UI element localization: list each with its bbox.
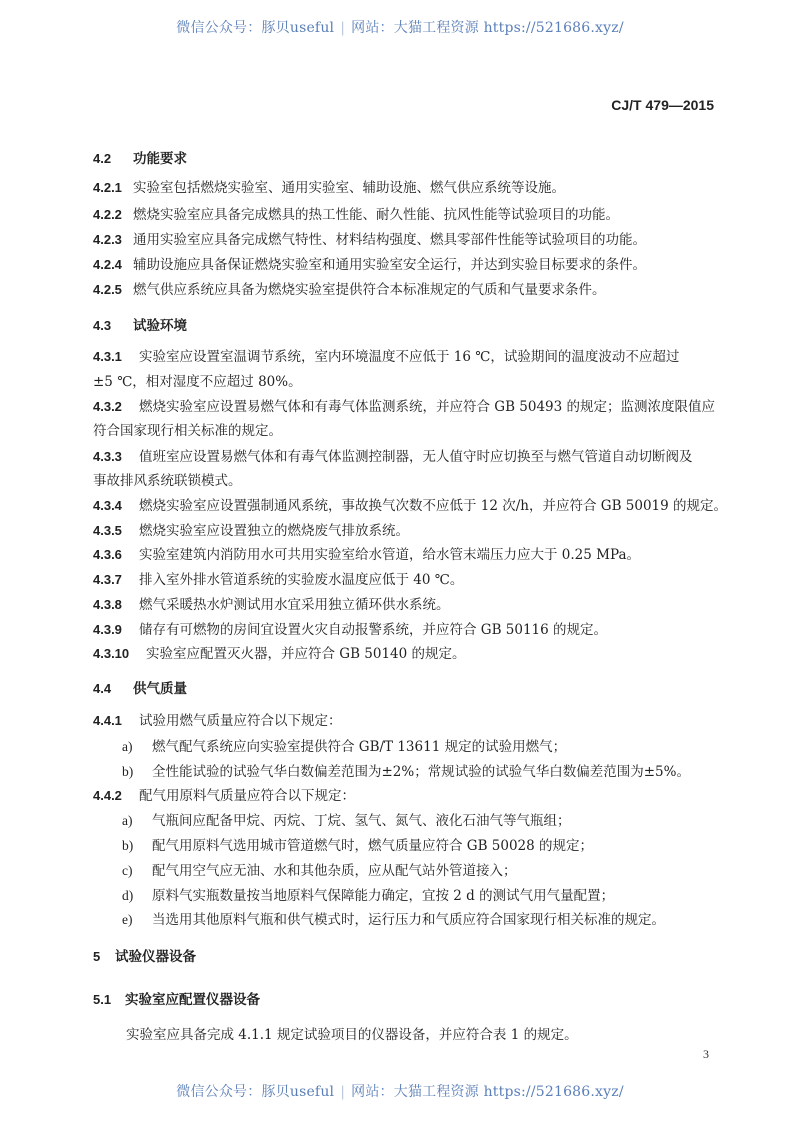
clause-4-2-3: 4.2.3 通用实验室应具备完成燃气特性、材料结构强度、燃具零部件性能等试验项目的功能。	[93, 232, 646, 248]
clause-4-4-2-b: b) 配气用原料气选用城市管道燃气时，燃气质量应符合 GB 50028 的规定；	[122, 838, 594, 854]
watermark-bottom	[0, 1081, 800, 1101]
clause-4-3-2: 4.3.2 燃烧实验室应设置易燃气体和有毒气体监测系统，并应符合 GB 50493 的规定；监测浓度限值应	[93, 399, 716, 415]
section-heading-4-2: 4.2 功能要求	[93, 151, 187, 167]
clause-4-4-2-a: a) 气瓶间应配备甲烷、丙烷、丁烷、氢气、氮气、液化石油气等气瓶组；	[122, 813, 571, 829]
clause-4-3-9: 4.3.9 储存有可燃物的房间宜设置火灾自动报警系统，并应符合 GB 50116 的规定。	[93, 622, 608, 638]
watermark-wechat: 微信公众号：豚贝useful	[176, 1084, 335, 1100]
clause-4-3-1: 4.3.1 实验室应设置室温调节系统，室内环境温度不应低于 16 ℃，试验期间的温度波动不应超过	[93, 349, 680, 365]
clause-4-3-4: 4.3.4 燃烧实验室应设置强制通风系统，事故换气次数不应低于 12 次/h，并应符合 GB 50019 的规定。	[93, 498, 728, 514]
clause-4-3-1-cont: ±5 ℃，相对湿度不应超过 80%。	[93, 374, 302, 390]
page-number: 3	[703, 1047, 709, 1061]
clause-4-4-2: 4.4.2 配气用原料气质量应符合以下规定：	[93, 788, 355, 804]
clause-4-3-5: 4.3.5 燃烧实验室应设置独立的燃烧废气排放系统。	[93, 523, 409, 539]
clause-4-4-1-b: b) 全性能试验的试验气华白数偏差范围为±2%；常规试验的试验气华白数偏差范围为±5%。	[122, 764, 690, 780]
section-heading-5-1: 5.1 实验室应配置仪器设备	[93, 992, 260, 1008]
clause-4-2-4: 4.2.4 辅助设施应具备保证燃烧实验室和通用实验室安全运行，并达到实验目标要求的条件。	[93, 257, 646, 273]
section-heading-4-3: 4.3 试验环境	[93, 318, 187, 334]
section-heading-4-4: 4.4 供气质量	[93, 681, 187, 697]
paragraph-5-1: 实验室应具备完成 4.1.1 规定试验项目的仪器设备，并应符合表 1 的规定。	[126, 1027, 578, 1043]
chapter-heading-5: 5 试验仪器设备	[93, 949, 196, 965]
clause-4-3-7: 4.3.7 排入室外排水管道系统的实验废水温度应低于 40 ℃。	[93, 572, 464, 588]
watermark-website: 网站：大猫工程资源 https://521686.xyz/	[351, 1084, 624, 1100]
watermark-top	[0, 17, 800, 37]
clause-4-4-2-d: d) 原料气实瓶数量按当地原料气保障能力确定，宜按 2 d 的测试气用气量配置；	[122, 888, 615, 904]
clause-4-2-1: 4.2.1 实验室包括燃烧实验室、通用实验室、辅助设施、燃气供应系统等设施。	[93, 180, 565, 196]
clause-4-3-2-cont: 符合国家现行相关标准的规定。	[93, 423, 282, 439]
clause-4-3-10: 4.3.10 实验室应配置灭火器，并应符合 GB 50140 的规定。	[93, 646, 466, 662]
clause-4-2-5: 4.2.5 燃气供应系统应具备为燃烧实验室提供符合本标准规定的气质和气量要求条件。	[93, 282, 606, 298]
clause-4-2-2: 4.2.2 燃烧实验室应具备完成燃具的热工性能、耐久性能、抗风性能等试验项目的功能。	[93, 207, 619, 223]
clause-4-4-1-a: a) 燃气配气系统应向实验室提供符合 GB/T 13611 规定的试验用燃气；	[122, 739, 567, 755]
standard-code: CJ/T 479—2015	[611, 97, 714, 113]
clause-4-3-3-cont: 事故排风系统联锁模式。	[93, 473, 242, 489]
clause-4-4-2-c: c) 配气用空气应无油、水和其他杂质，应从配气站外管道接入；	[122, 863, 517, 879]
clause-4-4-2-e: e) 当选用其他原料气瓶和供气模式时，运行压力和气质应符合国家现行相关标准的规定。	[122, 912, 665, 928]
watermark-separator: |	[340, 1084, 346, 1100]
clause-4-3-8: 4.3.8 燃气采暖热水炉测试用水宜采用独立循环供水系统。	[93, 597, 450, 613]
watermark-separator: |	[340, 20, 346, 36]
clause-4-3-6: 4.3.6 实验室建筑内消防用水可共用实验室给水管道，给水管末端压力应大于 0.25 MPa。	[93, 547, 640, 563]
watermark-wechat: 微信公众号：豚贝useful	[176, 20, 335, 36]
clause-4-3-3: 4.3.3 值班室应设置易燃气体和有毒气体监测控制器，无人值守时应切换至与燃气管道自动切断阀及	[93, 449, 693, 465]
clause-4-4-1: 4.4.1 试验用燃气质量应符合以下规定：	[93, 713, 342, 729]
watermark-website: 网站：大猫工程资源 https://521686.xyz/	[351, 20, 624, 36]
